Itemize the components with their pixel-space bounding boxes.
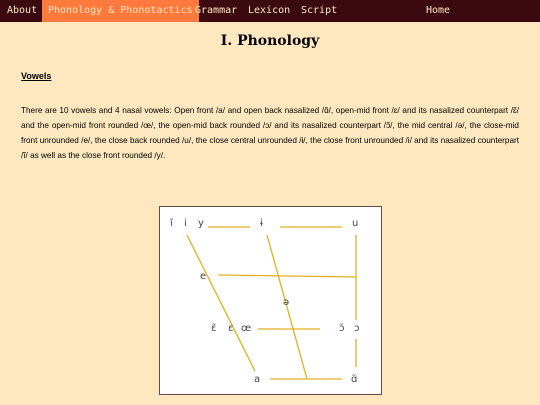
page-title: I. Phonology [220,33,320,49]
vowel-oe: œ [241,323,252,334]
chart-line-mid-high [218,275,356,277]
nav-item-grammar[interactable]: Grammar [195,5,238,16]
vowel-chart [159,206,382,395]
vowels-description: There are 10 vowels and 4 nasal vowels: Open front /a/ and open back nasalized /ɑ̃/, open-mid front /ɛ/ and its nasalized counterpart /ɛ̃/ and the open-mid front rounded /œ/, the open-mid back rounded /ɔ/ and its nasalized counterpart /ɔ̃/, the mid central /ə/, the close-mid front unrounded /e/, the close back rounded /u/, the close central unrounded /ɨ/, the close front unrounded /i/ and its nasalized counterpart /ĩ/ as well as the close front rounded /y/. [21,106,519,160]
vowel-schwa: ə [283,297,290,308]
vowel-e: e [200,271,207,282]
top-nav [0,0,540,22]
section-heading-vowels: Vowels [21,71,52,81]
vowel-chart-svg [160,207,381,394]
vowel-o-open-nasal: ɔ̃ [339,323,345,334]
vowel-i-nasal: ĩ [170,218,173,229]
vowel-o-open: ɔ [354,323,360,334]
chart-line-front-diagonal [187,235,255,371]
nav-item-home[interactable]: Home [426,5,451,16]
vowel-u: u [352,218,359,229]
nav-item-lexicon[interactable]: Lexicon [248,5,291,16]
vowel-i-bar: ɨ [260,218,263,229]
vowel-a-back-nasal: ɑ̃ [351,374,358,385]
nav-item-phonology[interactable]: Phonology & Phonotactics [42,0,199,22]
nav-item-about[interactable]: About [7,5,38,16]
vowel-chart-lines [187,227,356,379]
vowel-a: a [254,374,261,385]
vowel-y: y [198,218,204,229]
nav-item-script[interactable]: Script [301,5,338,16]
vowel-e-open: ɛ [228,323,234,334]
vowel-i: i [184,218,187,229]
vowel-e-open-nasal: ɛ̃ [211,323,217,334]
